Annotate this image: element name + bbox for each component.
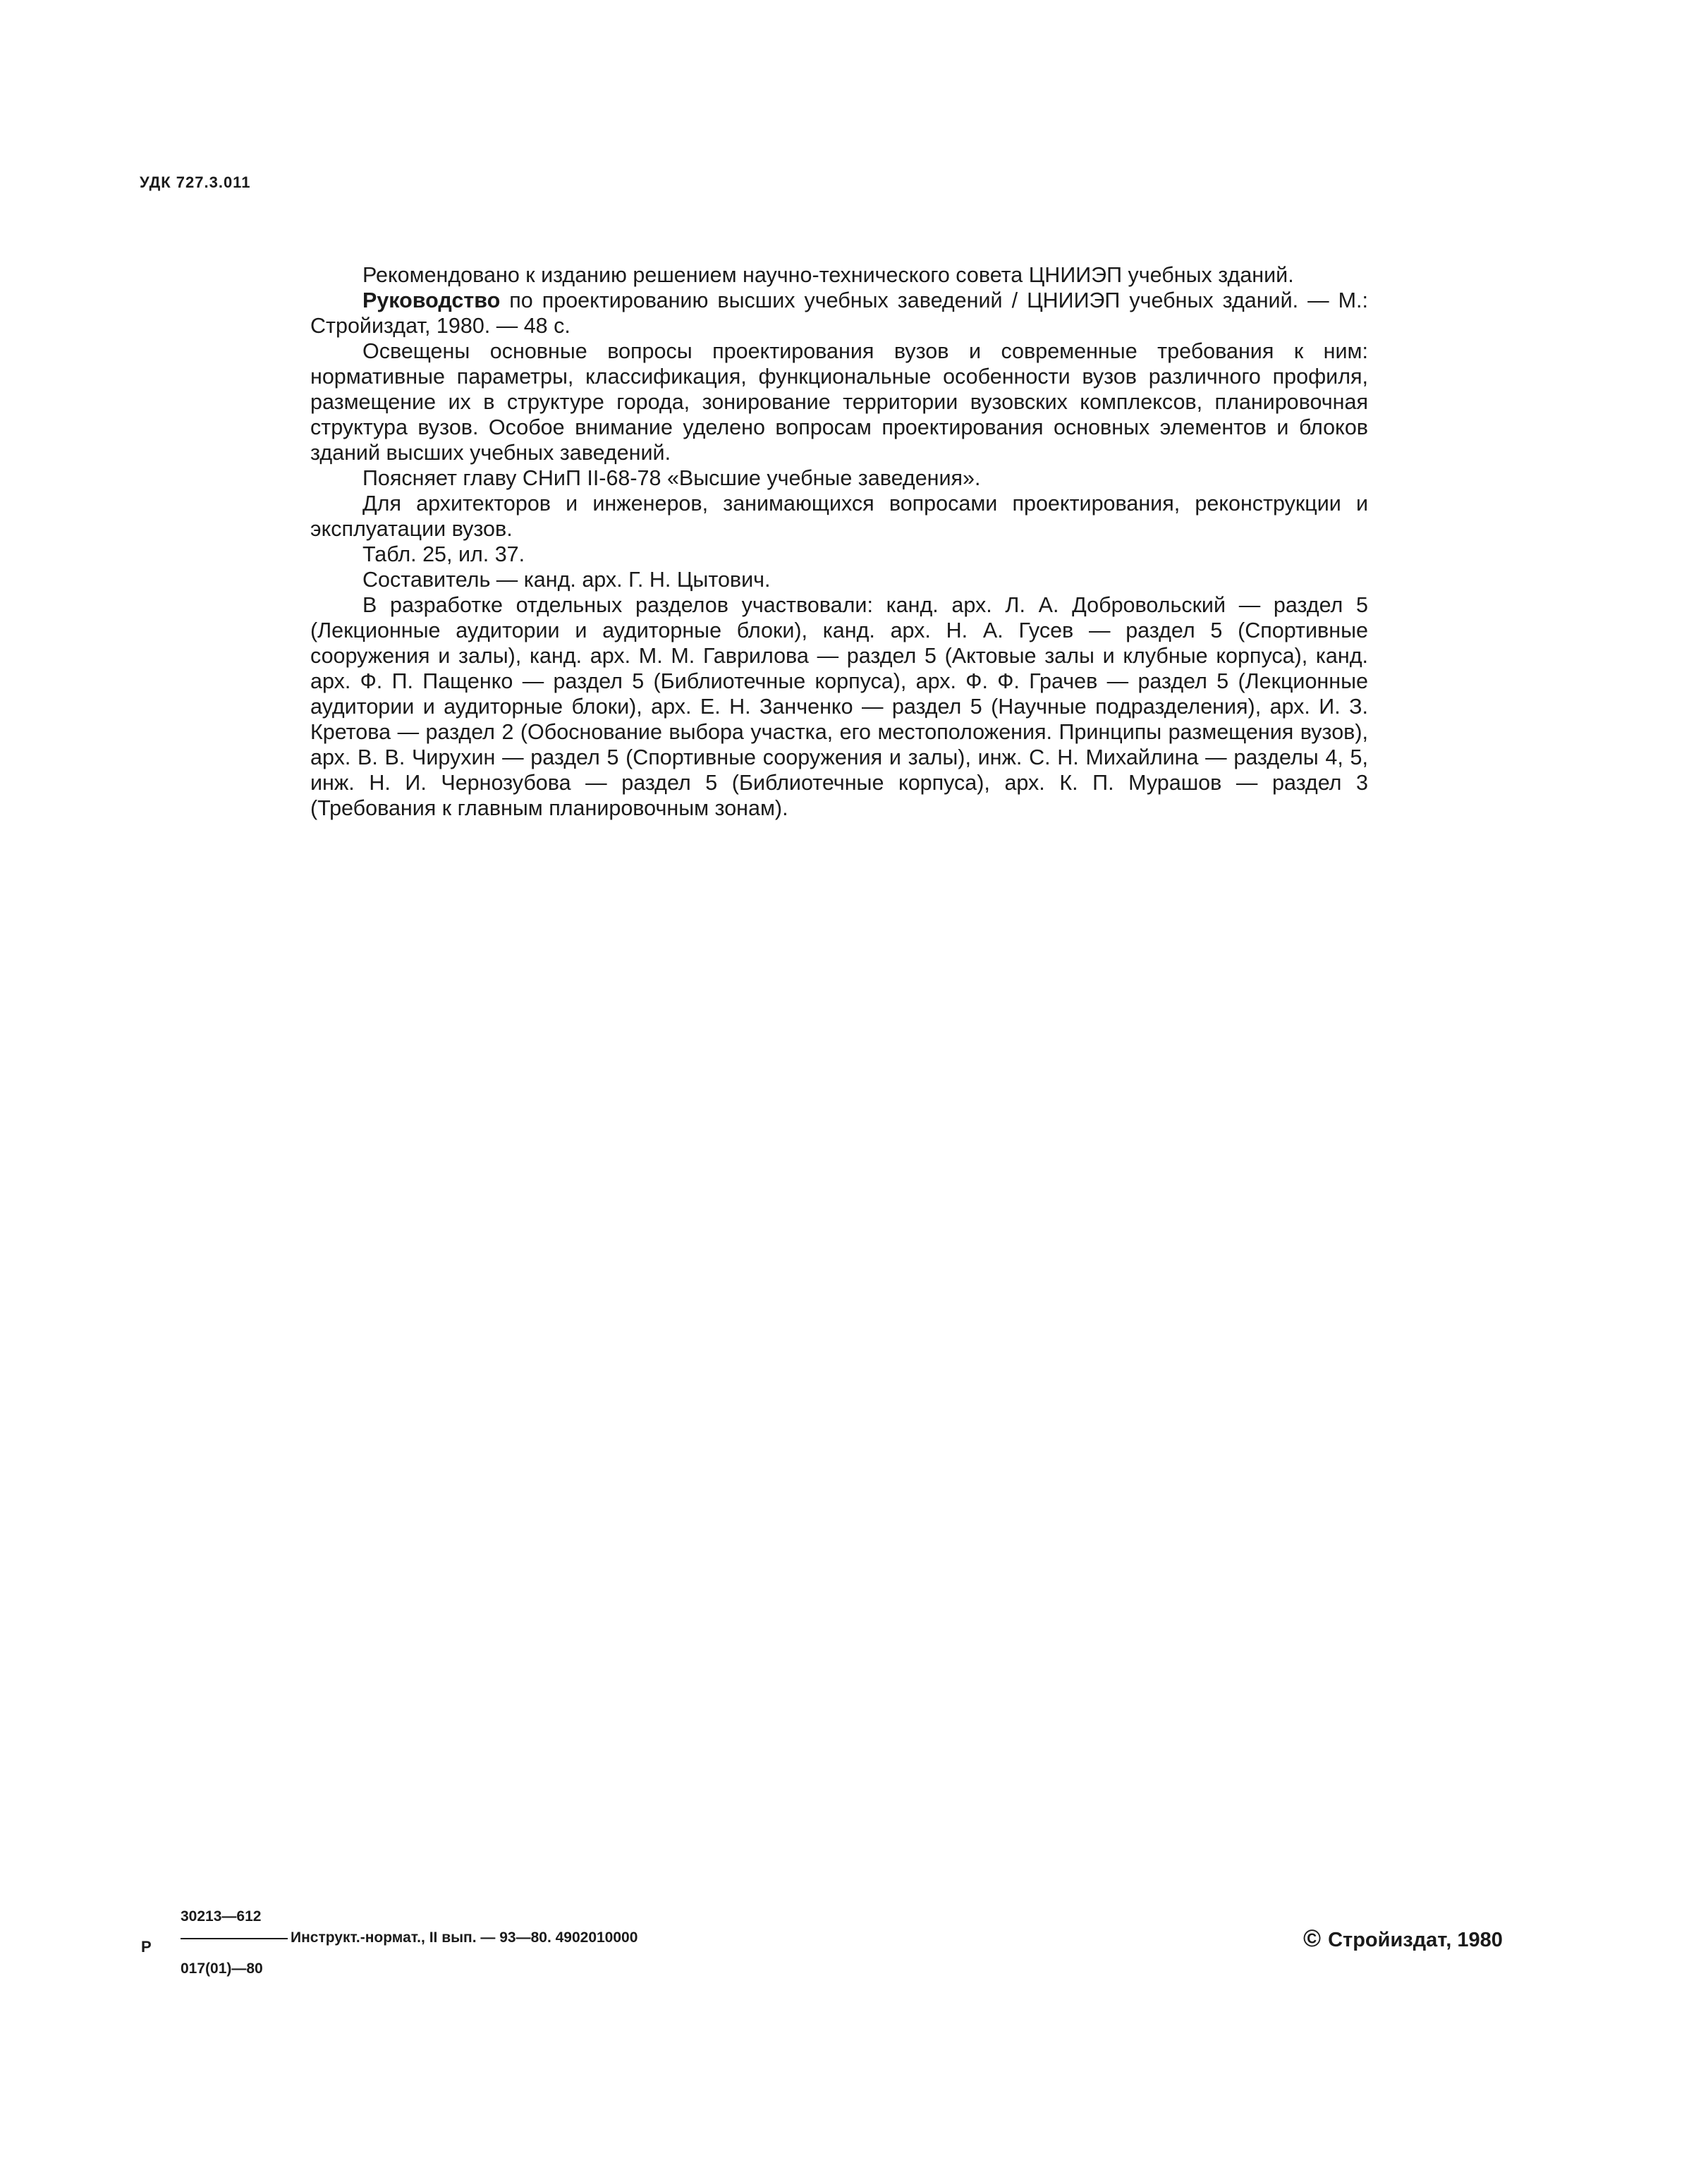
main-text xyxy=(310,262,1368,821)
bibliography-lead: Руководство xyxy=(362,288,501,312)
explains-paragraph: Поясняет главу СНиП II-68-78 «Высшие учебные заведения». xyxy=(362,466,981,490)
compiler-paragraph: Составитель — канд. арх. Г. Н. Цытович. xyxy=(362,568,771,592)
bibliography-rest: по проектированию высших учебных заведений / ЦНИИЭП учебных зданий. — М.: Стройиздат, 1980. — 48 с. xyxy=(310,288,1368,338)
catalog-numerator: 30213—612 xyxy=(181,1908,262,1925)
copyright xyxy=(1303,1925,1503,1953)
tables-paragraph: Табл. 25, ил. 37. xyxy=(362,542,525,566)
copyright-icon: © xyxy=(1303,1925,1322,1952)
recommendation-paragraph: Рекомендовано к изданию решением научно-технического совета ЦНИИЭП учебных зданий. xyxy=(362,263,1294,287)
audience-paragraph: Для архитекторов и инженеров, занимающихся вопросами проектирования, реконструкции и эксплуатации вузов. xyxy=(310,492,1368,541)
udk-code: УДК 727.3.011 xyxy=(140,173,251,191)
fraction-bar xyxy=(181,1938,288,1939)
catalog-tail: Инструкт.-нормат., II вып. — 93—80. 4902010000 xyxy=(291,1929,638,1946)
contributors-paragraph: В разработке отдельных разделов участвовали: канд. арх. Л. А. Добровольский — раздел 5 (Лекционные аудитории и аудиторные блоки), канд. арх. Н. А. Гусев — раздел 5 (Спортивные сооружения и залы), канд. арх. М. М. Гаврилова — раздел 5 (Актовые залы и клубные корпуса), канд. арх. Ф. П. Пащенко — раздел 5 (Библиотечные корпуса), арх. Ф. Ф. Грачев — раздел 5 (Лекционные аудитории и аудиторные блоки), арх. Е. Н. Занченко — раздел 5 (Научные подразделения), арх. И. З. Кретова — раздел 2 (Обоснование выбора участка, его местоположения. Принципы размещения вузов), арх. В. В. Чирухин — раздел 5 (Спортивные сооружения и залы), инж. С. Н. Михайлина — разделы 4, 5, инж. Н. И. Чернозубова — раздел 5 (Библиотечные корпуса), арх. К. П. Мурашов — раздел 3 (Требования к главным планировочным зонам). xyxy=(310,593,1368,820)
copyright-text: Стройиздат, 1980 xyxy=(1328,1929,1503,1951)
abstract-paragraph: Освещены основные вопросы проектирования вузов и современные требования к ним: нормативные параметры, классификация, функциональные особенности вузов различного профиля, размещение их в структуре города, зонирование территории вузовских комплексов, планировочная структура вузов. Особое внимание уделено вопросам проектирования основных элементов и блоков зданий высших учебных заведений. xyxy=(310,339,1368,465)
catalog-denominator: 017(01)—80 xyxy=(181,1960,263,1977)
catalog-letter: Р xyxy=(141,1938,152,1956)
bibliography-paragraph xyxy=(310,288,1368,339)
